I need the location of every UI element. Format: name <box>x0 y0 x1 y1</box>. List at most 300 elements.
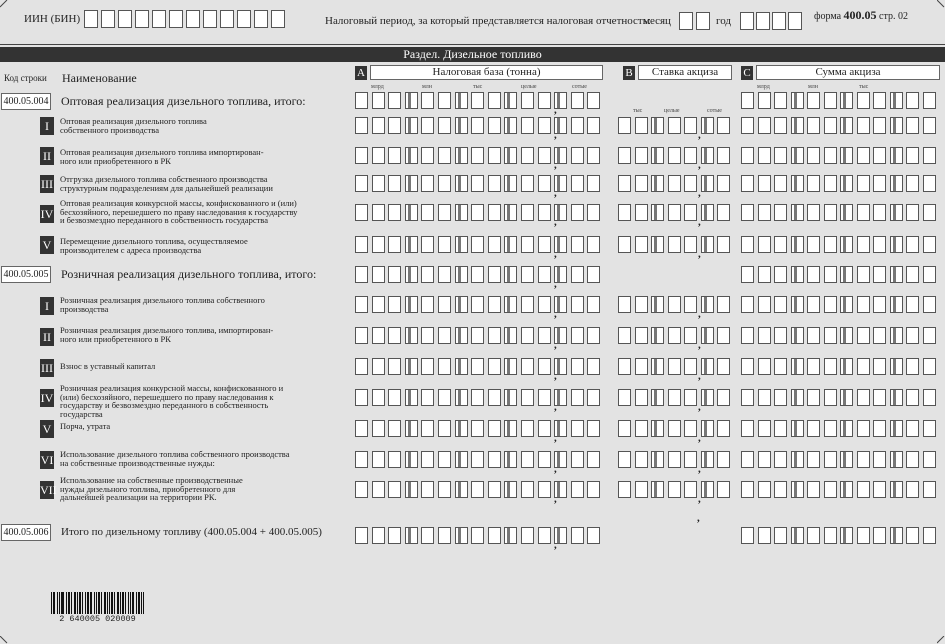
digit-box[interactable] <box>873 389 886 406</box>
digit-box[interactable] <box>701 175 714 192</box>
digit-box[interactable] <box>438 358 451 375</box>
digit-box[interactable] <box>421 204 434 221</box>
digit-box[interactable] <box>890 358 903 375</box>
digit-box[interactable] <box>906 204 919 221</box>
digit-box[interactable] <box>455 327 468 344</box>
digit-box[interactable] <box>824 204 837 221</box>
digit-box[interactable] <box>906 420 919 437</box>
digit-box[interactable] <box>824 147 837 164</box>
digit-box[interactable] <box>791 92 804 109</box>
digit-box[interactable] <box>774 236 787 253</box>
digit-box[interactable] <box>774 451 787 468</box>
digit-box[interactable] <box>651 451 664 468</box>
digit-box[interactable] <box>455 204 468 221</box>
digit-box[interactable] <box>521 147 534 164</box>
digit-box[interactable] <box>651 147 664 164</box>
digit-box[interactable] <box>684 236 697 253</box>
digit-box[interactable] <box>668 481 681 498</box>
digit-box[interactable] <box>455 296 468 313</box>
digit-box[interactable] <box>504 266 517 283</box>
digit-box[interactable] <box>504 389 517 406</box>
digit-box[interactable] <box>438 327 451 344</box>
digit-box[interactable] <box>873 266 886 283</box>
digit-box[interactable] <box>791 358 804 375</box>
digit-box[interactable] <box>372 117 385 134</box>
digit-box[interactable] <box>717 327 730 344</box>
digit-box[interactable] <box>571 236 584 253</box>
digit-box[interactable] <box>488 358 501 375</box>
digit-box[interactable] <box>758 358 771 375</box>
digit-box[interactable] <box>571 451 584 468</box>
digit-box[interactable] <box>355 117 368 134</box>
digit-box[interactable] <box>571 420 584 437</box>
digit-box[interactable] <box>421 358 434 375</box>
digit-box[interactable] <box>857 204 870 221</box>
iin-digit-box[interactable] <box>84 10 98 28</box>
digit-box[interactable] <box>668 389 681 406</box>
digit-box[interactable] <box>741 389 754 406</box>
digit-box[interactable] <box>618 481 631 498</box>
digit-box[interactable] <box>840 92 853 109</box>
digit-box[interactable] <box>421 175 434 192</box>
digit-box[interactable] <box>635 175 648 192</box>
digit-box[interactable] <box>758 147 771 164</box>
digit-box[interactable] <box>741 266 754 283</box>
digit-box[interactable] <box>873 358 886 375</box>
digit-box[interactable] <box>758 296 771 313</box>
digit-box[interactable] <box>635 327 648 344</box>
digit-box[interactable] <box>388 389 401 406</box>
digit-box[interactable] <box>701 327 714 344</box>
digit-box[interactable] <box>791 451 804 468</box>
digit-box[interactable] <box>455 92 468 109</box>
digit-box[interactable] <box>355 236 368 253</box>
digit-box[interactable] <box>906 481 919 498</box>
digit-box[interactable] <box>923 327 936 344</box>
digit-box[interactable] <box>717 481 730 498</box>
digit-box[interactable] <box>438 420 451 437</box>
digit-box[interactable] <box>890 175 903 192</box>
digit-box[interactable] <box>807 481 820 498</box>
digit-box[interactable] <box>774 117 787 134</box>
digit-box[interactable] <box>438 204 451 221</box>
digit-box[interactable] <box>741 147 754 164</box>
digit-box[interactable] <box>807 389 820 406</box>
digit-box[interactable] <box>388 147 401 164</box>
digit-box[interactable] <box>372 266 385 283</box>
digit-box[interactable] <box>421 389 434 406</box>
digit-box[interactable] <box>701 117 714 134</box>
digit-box[interactable] <box>587 92 600 109</box>
digit-box[interactable] <box>824 527 837 544</box>
digit-box[interactable] <box>758 527 771 544</box>
digit-box[interactable] <box>701 420 714 437</box>
digit-box[interactable] <box>521 327 534 344</box>
digit-box[interactable] <box>906 296 919 313</box>
digit-box[interactable] <box>504 296 517 313</box>
digit-box[interactable] <box>455 389 468 406</box>
digit-box[interactable] <box>791 481 804 498</box>
digit-box[interactable] <box>455 481 468 498</box>
digit-box[interactable] <box>471 451 484 468</box>
digit-box[interactable] <box>538 420 551 437</box>
digit-box[interactable] <box>635 147 648 164</box>
digit-box[interactable] <box>684 451 697 468</box>
digit-box[interactable] <box>840 481 853 498</box>
digit-box[interactable] <box>405 266 418 283</box>
digit-box[interactable] <box>455 451 468 468</box>
digit-box[interactable] <box>906 527 919 544</box>
digit-box[interactable] <box>684 204 697 221</box>
digit-box[interactable] <box>521 389 534 406</box>
digit-box[interactable] <box>421 451 434 468</box>
digit-box[interactable] <box>538 204 551 221</box>
digit-box[interactable] <box>774 175 787 192</box>
digit-box[interactable] <box>791 147 804 164</box>
digit-box[interactable] <box>668 117 681 134</box>
digit-box[interactable] <box>857 175 870 192</box>
digit-box[interactable] <box>521 296 534 313</box>
digit-box[interactable] <box>388 358 401 375</box>
digit-box[interactable] <box>438 236 451 253</box>
digit-box[interactable] <box>438 175 451 192</box>
digit-box[interactable] <box>684 358 697 375</box>
digit-box[interactable] <box>635 358 648 375</box>
digit-box[interactable] <box>774 481 787 498</box>
digit-box[interactable] <box>421 117 434 134</box>
digit-box[interactable] <box>791 527 804 544</box>
digit-box[interactable] <box>471 527 484 544</box>
digit-box[interactable] <box>923 481 936 498</box>
digit-box[interactable] <box>488 175 501 192</box>
digit-box[interactable] <box>824 236 837 253</box>
digit-box[interactable] <box>791 296 804 313</box>
digit-box[interactable] <box>455 420 468 437</box>
digit-box[interactable] <box>840 420 853 437</box>
digit-box[interactable] <box>355 266 368 283</box>
digit-box[interactable] <box>807 527 820 544</box>
digit-box[interactable] <box>873 175 886 192</box>
digit-box[interactable] <box>372 92 385 109</box>
digit-box[interactable] <box>388 266 401 283</box>
digit-box[interactable] <box>906 92 919 109</box>
digit-box[interactable] <box>504 236 517 253</box>
digit-box[interactable] <box>873 420 886 437</box>
digit-box[interactable] <box>717 147 730 164</box>
digit-box[interactable] <box>504 327 517 344</box>
digit-box[interactable] <box>807 117 820 134</box>
year-digit-box[interactable] <box>740 12 754 30</box>
digit-box[interactable] <box>538 296 551 313</box>
digit-box[interactable] <box>635 236 648 253</box>
digit-box[interactable] <box>741 420 754 437</box>
digit-box[interactable] <box>791 117 804 134</box>
digit-box[interactable] <box>488 451 501 468</box>
digit-box[interactable] <box>405 420 418 437</box>
digit-box[interactable] <box>701 296 714 313</box>
digit-box[interactable] <box>890 204 903 221</box>
digit-box[interactable] <box>405 327 418 344</box>
digit-box[interactable] <box>372 296 385 313</box>
digit-box[interactable] <box>538 175 551 192</box>
digit-box[interactable] <box>758 266 771 283</box>
digit-box[interactable] <box>701 389 714 406</box>
digit-box[interactable] <box>571 358 584 375</box>
digit-box[interactable] <box>405 92 418 109</box>
digit-box[interactable] <box>684 420 697 437</box>
digit-box[interactable] <box>741 358 754 375</box>
digit-box[interactable] <box>824 327 837 344</box>
digit-box[interactable] <box>840 389 853 406</box>
digit-box[interactable] <box>538 358 551 375</box>
digit-box[interactable] <box>791 175 804 192</box>
digit-box[interactable] <box>890 92 903 109</box>
digit-box[interactable] <box>668 420 681 437</box>
digit-box[interactable] <box>906 147 919 164</box>
digit-box[interactable] <box>807 451 820 468</box>
digit-box[interactable] <box>791 266 804 283</box>
digit-box[interactable] <box>668 204 681 221</box>
digit-box[interactable] <box>571 92 584 109</box>
digit-box[interactable] <box>668 327 681 344</box>
digit-box[interactable] <box>587 147 600 164</box>
digit-box[interactable] <box>421 147 434 164</box>
digit-box[interactable] <box>618 451 631 468</box>
digit-box[interactable] <box>807 358 820 375</box>
digit-box[interactable] <box>923 117 936 134</box>
digit-box[interactable] <box>372 481 385 498</box>
digit-box[interactable] <box>571 117 584 134</box>
digit-box[interactable] <box>923 296 936 313</box>
digit-box[interactable] <box>717 117 730 134</box>
digit-box[interactable] <box>455 147 468 164</box>
digit-box[interactable] <box>587 481 600 498</box>
digit-box[interactable] <box>873 296 886 313</box>
digit-box[interactable] <box>840 204 853 221</box>
digit-box[interactable] <box>521 92 534 109</box>
digit-box[interactable] <box>824 451 837 468</box>
digit-box[interactable] <box>741 92 754 109</box>
digit-box[interactable] <box>488 527 501 544</box>
digit-box[interactable] <box>538 527 551 544</box>
digit-box[interactable] <box>471 236 484 253</box>
digit-box[interactable] <box>355 204 368 221</box>
digit-box[interactable] <box>587 451 600 468</box>
digit-box[interactable] <box>840 236 853 253</box>
digit-box[interactable] <box>421 236 434 253</box>
digit-box[interactable] <box>890 147 903 164</box>
digit-box[interactable] <box>388 296 401 313</box>
digit-box[interactable] <box>388 236 401 253</box>
digit-box[interactable] <box>923 204 936 221</box>
digit-box[interactable] <box>668 451 681 468</box>
digit-box[interactable] <box>388 327 401 344</box>
digit-box[interactable] <box>651 389 664 406</box>
digit-box[interactable] <box>355 527 368 544</box>
digit-box[interactable] <box>372 204 385 221</box>
digit-box[interactable] <box>372 147 385 164</box>
digit-box[interactable] <box>372 236 385 253</box>
digit-box[interactable] <box>571 527 584 544</box>
digit-box[interactable] <box>421 481 434 498</box>
digit-box[interactable] <box>488 296 501 313</box>
digit-box[interactable] <box>824 175 837 192</box>
digit-box[interactable] <box>455 358 468 375</box>
month-digit-box[interactable] <box>696 12 710 30</box>
digit-box[interactable] <box>824 358 837 375</box>
digit-box[interactable] <box>635 204 648 221</box>
digit-box[interactable] <box>923 147 936 164</box>
digit-box[interactable] <box>388 527 401 544</box>
digit-box[interactable] <box>651 236 664 253</box>
digit-box[interactable] <box>618 389 631 406</box>
iin-digit-box[interactable] <box>135 10 149 28</box>
digit-box[interactable] <box>355 92 368 109</box>
digit-box[interactable] <box>571 481 584 498</box>
digit-box[interactable] <box>438 92 451 109</box>
digit-box[interactable] <box>355 327 368 344</box>
digit-box[interactable] <box>504 147 517 164</box>
digit-box[interactable] <box>521 420 534 437</box>
digit-box[interactable] <box>824 117 837 134</box>
digit-box[interactable] <box>471 358 484 375</box>
year-digit-box[interactable] <box>756 12 770 30</box>
digit-box[interactable] <box>840 266 853 283</box>
digit-box[interactable] <box>521 266 534 283</box>
digit-box[interactable] <box>890 117 903 134</box>
digit-box[interactable] <box>840 117 853 134</box>
digit-box[interactable] <box>774 204 787 221</box>
digit-box[interactable] <box>587 175 600 192</box>
digit-box[interactable] <box>571 266 584 283</box>
digit-box[interactable] <box>618 175 631 192</box>
digit-box[interactable] <box>791 420 804 437</box>
digit-box[interactable] <box>471 389 484 406</box>
digit-box[interactable] <box>741 236 754 253</box>
iin-digit-box[interactable] <box>152 10 166 28</box>
digit-box[interactable] <box>840 327 853 344</box>
digit-box[interactable] <box>906 117 919 134</box>
digit-box[interactable] <box>717 296 730 313</box>
digit-box[interactable] <box>701 451 714 468</box>
digit-box[interactable] <box>587 266 600 283</box>
digit-box[interactable] <box>471 117 484 134</box>
digit-box[interactable] <box>807 296 820 313</box>
digit-box[interactable] <box>388 175 401 192</box>
iin-digit-box[interactable] <box>203 10 217 28</box>
digit-box[interactable] <box>538 266 551 283</box>
digit-box[interactable] <box>405 175 418 192</box>
digit-box[interactable] <box>701 358 714 375</box>
digit-box[interactable] <box>651 296 664 313</box>
digit-box[interactable] <box>488 147 501 164</box>
digit-box[interactable] <box>651 358 664 375</box>
digit-box[interactable] <box>906 327 919 344</box>
digit-box[interactable] <box>741 117 754 134</box>
digit-box[interactable] <box>488 481 501 498</box>
digit-box[interactable] <box>824 266 837 283</box>
digit-box[interactable] <box>488 236 501 253</box>
digit-box[interactable] <box>538 117 551 134</box>
digit-box[interactable] <box>774 266 787 283</box>
digit-box[interactable] <box>651 117 664 134</box>
iin-digit-box[interactable] <box>271 10 285 28</box>
digit-box[interactable] <box>701 236 714 253</box>
digit-box[interactable] <box>651 204 664 221</box>
digit-box[interactable] <box>701 481 714 498</box>
digit-box[interactable] <box>405 204 418 221</box>
digit-box[interactable] <box>438 296 451 313</box>
digit-box[interactable] <box>504 451 517 468</box>
digit-box[interactable] <box>651 175 664 192</box>
year-digit-box[interactable] <box>772 12 786 30</box>
digit-box[interactable] <box>890 527 903 544</box>
digit-box[interactable] <box>758 92 771 109</box>
digit-box[interactable] <box>717 358 730 375</box>
digit-box[interactable] <box>758 481 771 498</box>
digit-box[interactable] <box>668 175 681 192</box>
digit-box[interactable] <box>635 481 648 498</box>
digit-box[interactable] <box>521 358 534 375</box>
digit-box[interactable] <box>571 204 584 221</box>
digit-box[interactable] <box>906 266 919 283</box>
digit-box[interactable] <box>587 204 600 221</box>
digit-box[interactable] <box>635 451 648 468</box>
digit-box[interactable] <box>857 92 870 109</box>
digit-box[interactable] <box>857 389 870 406</box>
digit-box[interactable] <box>741 327 754 344</box>
digit-box[interactable] <box>388 117 401 134</box>
digit-box[interactable] <box>758 236 771 253</box>
digit-box[interactable] <box>774 327 787 344</box>
digit-box[interactable] <box>421 296 434 313</box>
digit-box[interactable] <box>355 296 368 313</box>
digit-box[interactable] <box>651 420 664 437</box>
digit-box[interactable] <box>824 92 837 109</box>
digit-box[interactable] <box>571 147 584 164</box>
digit-box[interactable] <box>758 451 771 468</box>
digit-box[interactable] <box>857 527 870 544</box>
digit-box[interactable] <box>587 389 600 406</box>
digit-box[interactable] <box>635 296 648 313</box>
digit-box[interactable] <box>571 389 584 406</box>
digit-box[interactable] <box>587 527 600 544</box>
digit-box[interactable] <box>538 147 551 164</box>
digit-box[interactable] <box>355 481 368 498</box>
digit-box[interactable] <box>455 117 468 134</box>
digit-box[interactable] <box>521 527 534 544</box>
digit-box[interactable] <box>438 266 451 283</box>
digit-box[interactable] <box>774 420 787 437</box>
digit-box[interactable] <box>791 389 804 406</box>
digit-box[interactable] <box>857 481 870 498</box>
digit-box[interactable] <box>421 266 434 283</box>
digit-box[interactable] <box>405 117 418 134</box>
digit-box[interactable] <box>455 266 468 283</box>
digit-box[interactable] <box>807 175 820 192</box>
digit-box[interactable] <box>405 451 418 468</box>
digit-box[interactable] <box>890 236 903 253</box>
digit-box[interactable] <box>923 92 936 109</box>
digit-box[interactable] <box>923 389 936 406</box>
digit-box[interactable] <box>488 389 501 406</box>
digit-box[interactable] <box>618 204 631 221</box>
iin-digit-box[interactable] <box>169 10 183 28</box>
digit-box[interactable] <box>618 117 631 134</box>
digit-box[interactable] <box>668 236 681 253</box>
digit-box[interactable] <box>372 327 385 344</box>
digit-box[interactable] <box>873 204 886 221</box>
